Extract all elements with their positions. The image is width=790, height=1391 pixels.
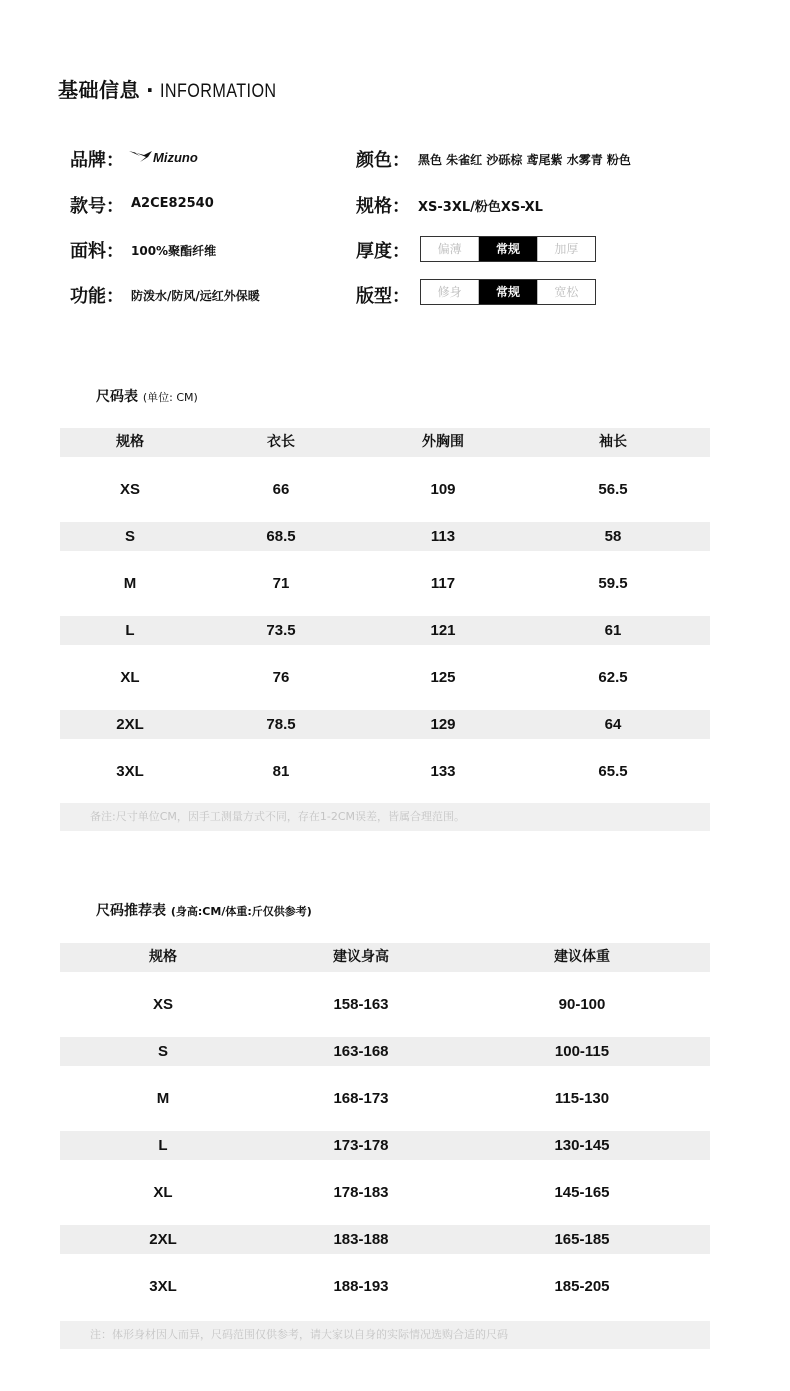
recommend-table-title-text: 尺码推荐表 <box>96 903 166 919</box>
model-label: 款号： <box>70 196 124 217</box>
table-cell: M <box>123 575 137 592</box>
table-header-cell: 袖长 <box>599 434 627 450</box>
fit-label: 版型： <box>356 286 410 307</box>
table-cell: 3XL <box>149 1278 177 1295</box>
title-en: INFORMATION <box>160 81 277 102</box>
thickness-option-regular: 常规 <box>478 237 536 261</box>
table-cell: 113 <box>430 528 456 545</box>
table-cell: 2XL <box>116 716 144 733</box>
table-cell: S <box>124 528 136 545</box>
table-cell: 117 <box>430 575 456 592</box>
table-cell: 62.5 <box>598 669 628 686</box>
table-cell: 78.5 <box>266 716 296 733</box>
thickness-option-thin: 偏薄 <box>437 242 462 256</box>
page-title <box>58 74 297 103</box>
table-cell: 56.5 <box>598 481 628 498</box>
table-row <box>60 990 710 1019</box>
table-cell: 109 <box>430 481 456 498</box>
table-cell: 145-165 <box>554 1184 610 1201</box>
table-cell: 81 <box>272 763 290 780</box>
table-cell: 158-163 <box>333 996 389 1013</box>
table-cell: 125 <box>430 669 456 686</box>
table-cell: XL <box>153 1184 173 1201</box>
table-header-row <box>60 428 710 457</box>
table-cell: L <box>158 1137 168 1154</box>
table-header-cell: 建议体重 <box>554 949 610 965</box>
table-cell: L <box>125 622 135 639</box>
table-cell: XS <box>152 996 174 1013</box>
thickness-selector <box>420 236 596 262</box>
function-value: 防泼水/防风/远红外保暖 <box>131 289 260 303</box>
table-cell: 64 <box>604 716 622 733</box>
table-cell: 129 <box>430 716 456 733</box>
fabric-value: 100%聚酯纤维 <box>131 244 217 258</box>
table-cell: 188-193 <box>333 1278 389 1295</box>
recommend-table-unit: (身高:CM/体重:斤仅供参考) <box>170 905 312 918</box>
model-value: A2CE82540 <box>131 196 214 211</box>
table-row <box>60 663 710 692</box>
spec-value: XS-3XL/粉色XS-XL <box>418 200 543 215</box>
table-cell: 68.5 <box>266 528 296 545</box>
table-cell: 133 <box>430 763 456 780</box>
size-table-unit: (单位: CM) <box>142 391 198 404</box>
function-label: 功能： <box>70 286 124 307</box>
table-row <box>60 616 710 645</box>
table-cell: 66 <box>272 481 290 498</box>
thickness-option-thick: 加厚 <box>537 237 595 261</box>
mizuno-logo <box>128 148 220 166</box>
table-cell: 178-183 <box>333 1184 389 1201</box>
table-cell: XL <box>120 669 140 686</box>
table-header-row <box>60 943 710 972</box>
fit-selector <box>420 279 596 305</box>
table-cell: 2XL <box>149 1231 177 1248</box>
table-header-cell: 衣长 <box>267 434 295 450</box>
table-header-cell: 规格 <box>116 434 144 450</box>
table-cell: 73.5 <box>266 622 296 639</box>
svg-text:Mizuno: Mizuno <box>153 150 198 165</box>
spec-label: 规格： <box>356 196 410 217</box>
table-cell: 100-115 <box>554 1043 610 1060</box>
table-cell: 165-185 <box>554 1231 610 1248</box>
table-row <box>60 1178 710 1207</box>
table-cell: 115-130 <box>554 1090 610 1107</box>
table-cell: 59.5 <box>598 575 628 592</box>
table-cell: 76 <box>272 669 290 686</box>
fit-option-loose: 宽松 <box>537 280 595 304</box>
thickness-label: 厚度： <box>356 241 410 262</box>
table-row <box>60 1272 710 1301</box>
color-label: 颜色： <box>356 150 410 171</box>
table-row <box>60 522 710 551</box>
table-cell: XS <box>119 481 141 498</box>
table-cell: M <box>156 1090 170 1107</box>
table-row <box>60 475 710 504</box>
table-cell: 65.5 <box>598 763 628 780</box>
table-row <box>60 1037 710 1066</box>
table-row <box>60 1225 710 1254</box>
table-cell: 173-178 <box>333 1137 389 1154</box>
table-row <box>60 1131 710 1160</box>
brand-label: 品牌： <box>70 150 124 171</box>
table-header-cell: 规格 <box>149 949 177 965</box>
table-row <box>60 1084 710 1113</box>
table-cell: 168-173 <box>333 1090 389 1107</box>
recommend-table-note <box>60 1321 710 1349</box>
fit-option-slim: 修身 <box>437 285 462 299</box>
table-cell: 90-100 <box>558 996 606 1013</box>
size-table-title-text: 尺码表 <box>96 389 138 405</box>
recommend-table-note-text: 注：体形身材因人而异，尺码范围仅供参考，请大家以自身的实际情况选购合适的尺码 <box>90 1328 508 1341</box>
table-row <box>60 710 710 739</box>
table-cell: 3XL <box>116 763 144 780</box>
table-cell: 121 <box>430 622 456 639</box>
title-dot: · <box>146 78 155 102</box>
color-value: 黑色 朱雀红 沙砾棕 鸢尾紫 水雾青 粉色 <box>418 153 631 167</box>
table-cell: 61 <box>604 622 622 639</box>
table-cell: S <box>157 1043 169 1060</box>
table-header-cell: 外胸围 <box>422 434 464 450</box>
table-cell: 185-205 <box>554 1278 610 1295</box>
size-table-note-text: 备注:尺寸单位CM，因手工测量方式不同，存在1-2CM误差，皆属合理范围。 <box>90 810 466 823</box>
table-header-cell: 建议身高 <box>333 949 389 965</box>
table-row <box>60 569 710 598</box>
table-cell: 58 <box>604 528 622 545</box>
table-cell: 163-168 <box>333 1043 389 1060</box>
fabric-label: 面料： <box>70 241 124 262</box>
size-table-title <box>96 386 198 406</box>
size-table-note <box>60 803 710 831</box>
table-cell: 71 <box>272 575 290 592</box>
recommend-table-title <box>96 900 312 920</box>
fit-option-regular: 常规 <box>478 280 536 304</box>
table-cell: 183-188 <box>333 1231 389 1248</box>
title-cn: 基础信息 <box>58 78 140 102</box>
table-cell: 130-145 <box>554 1137 610 1154</box>
table-row <box>60 757 710 786</box>
